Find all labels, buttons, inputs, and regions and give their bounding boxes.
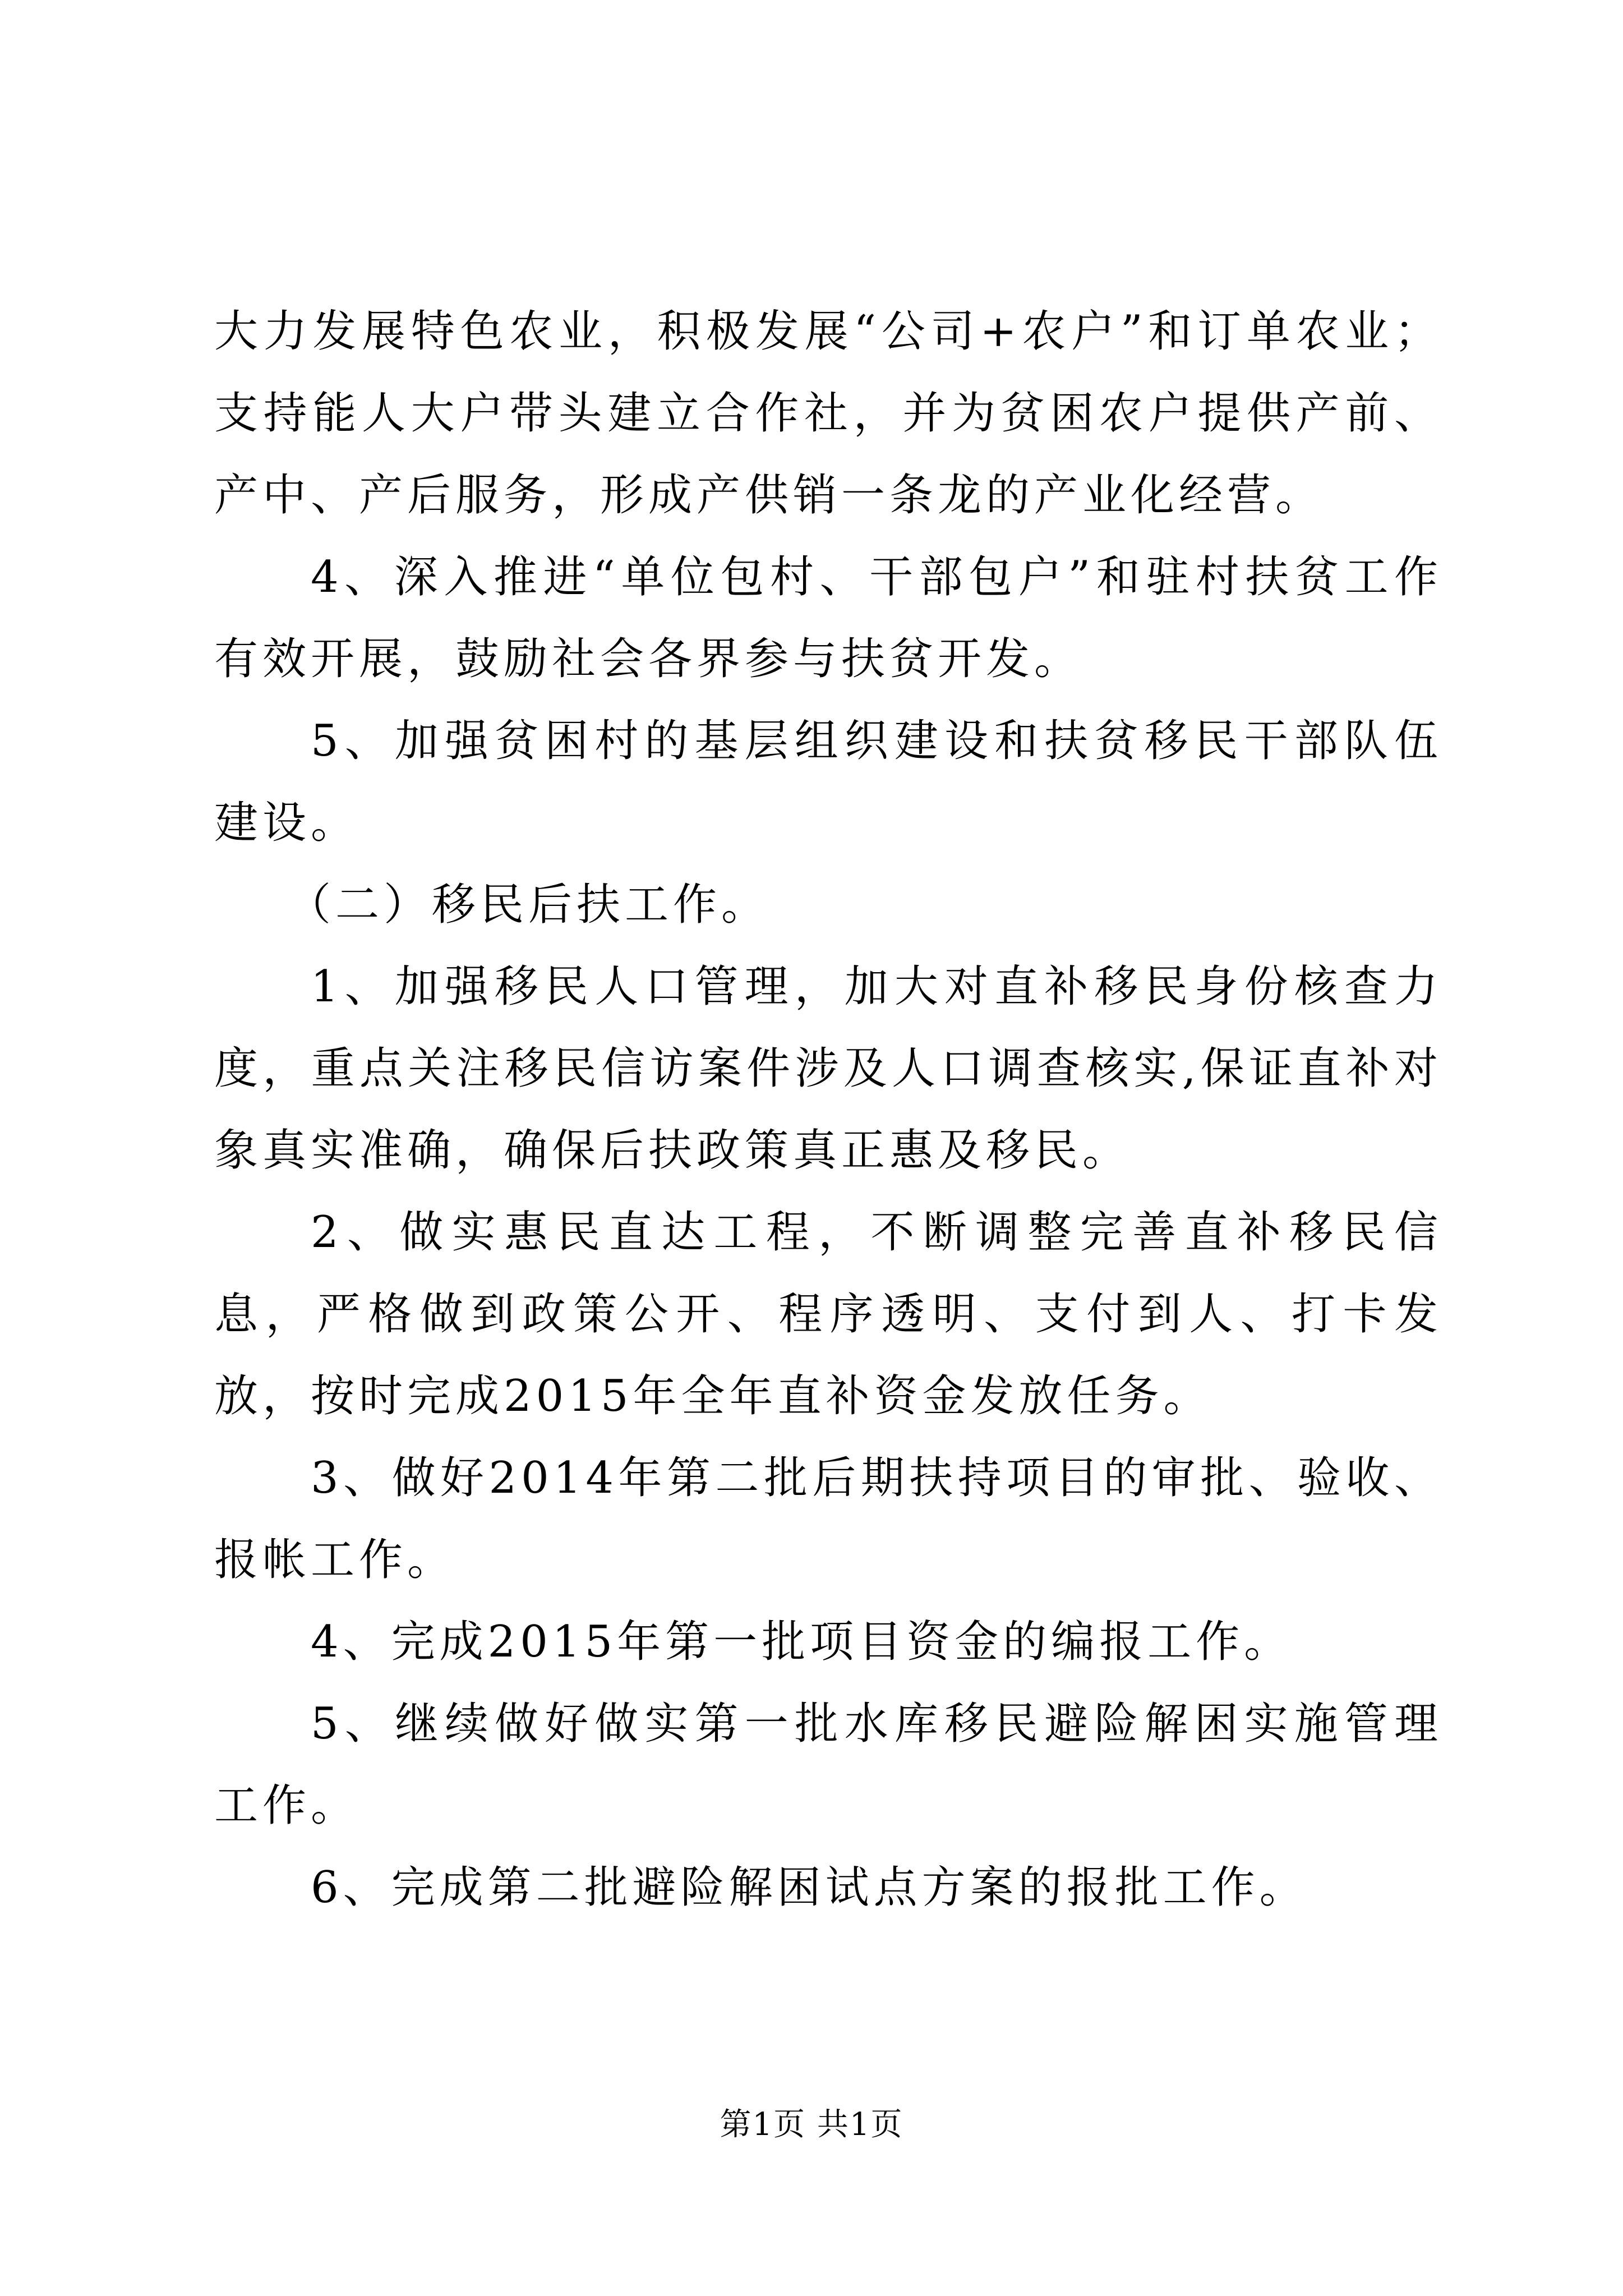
paragraph-item-5b: 5、继续做好做实第一批水库移民避险解困实施管理工作。 (214, 1699, 1442, 1831)
paragraph-continuation: 大力发展特色农业，积极发展“公司+农户”和订单农业；支持能人大户带头建立合作社，并为贫困农户提供产前、产中、产后服务，形成产供销一条龙的产业化经营。 (214, 306, 1442, 521)
paragraph-item-6: 6、完成第二批避险解困试点方案的报批工作。 (311, 1862, 1308, 1913)
paragraph-item-5: 5、加强贫困村的基层组织建设和扶贫移民干部队伍建设。 (214, 716, 1442, 848)
paragraph-item-3: 3、做好2014年第二批后期扶持项目的审批、验收、报帐工作。 (214, 1453, 1442, 1585)
paragraph-item-4b: 4、完成2015年第一批项目资金的编报工作。 (311, 1617, 1293, 1667)
document-body (214, 291, 1442, 1929)
paragraph-item-2: 2、做实惠民直达工程，不断调整完善直补移民信息，严格做到政策公开、程序透明、支付到人、打卡发放，按时完成2015年全年直补资金发放任务。 (214, 1207, 1442, 1421)
section-heading: （二）移民后扶工作。 (287, 880, 770, 930)
page-footer: 第1页 共1页 (720, 2106, 903, 2143)
paragraph-item-1: 1、加强移民人口管理，加大对直补移民身份核查力度，重点关注移民信访案件涉及人口调查核实,保证直补对象真实准确，确保后扶政策真正惠及移民。 (214, 961, 1442, 1176)
paragraph-item-4: 4、深入推进“单位包村、干部包户”和驻村扶贫工作有效开展，鼓励社会各界参与扶贫开发。 (214, 552, 1442, 684)
